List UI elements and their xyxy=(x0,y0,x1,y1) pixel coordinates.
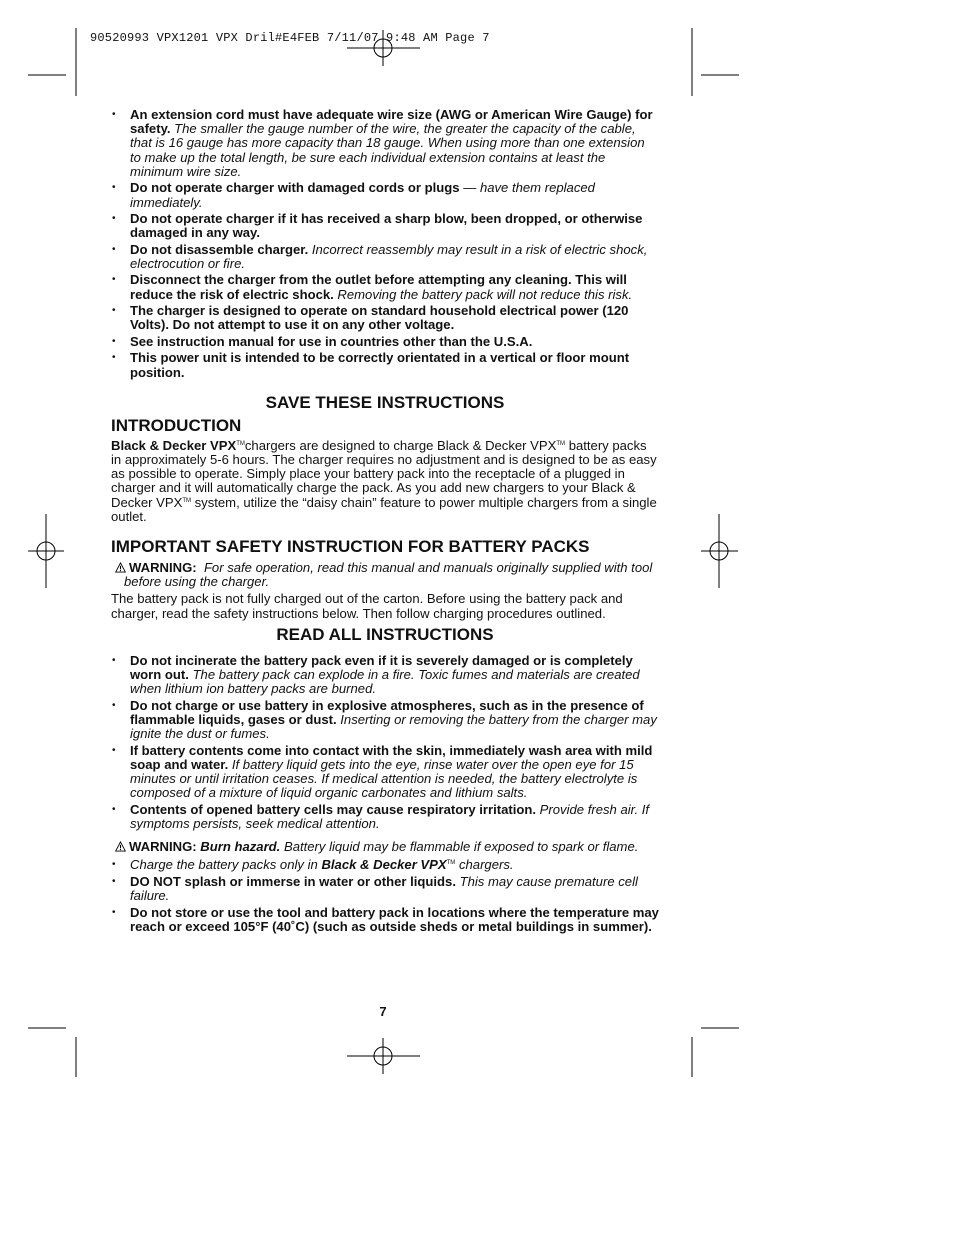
warning-text: Battery liquid may be flammable if exposed to spark or flame. xyxy=(283,839,639,855)
intro-text: battery packs in approximately 5-6 hours. The charger requires no adjustment and is designed to be as easy as possible to operate. Simply place your battery pack into the receptacle of a plugged in charger and it will automatically charge the pack. As you add new chargers to your Black & Decker VPX xyxy=(111,437,657,510)
item-bold-text: Do not disassemble charger. xyxy=(130,241,309,257)
registration-mark xyxy=(28,514,64,588)
intro-heading: INTRODUCTION xyxy=(111,415,242,435)
item-bold-text: DO NOT splash or immerse in water or other liquids. xyxy=(130,873,456,889)
warning-label: WARNING: xyxy=(129,839,197,855)
warning-2 xyxy=(111,840,659,854)
intro-brand: Black & Decker VPX xyxy=(111,437,237,453)
item-bold-text: An extension cord must have adequate wire size (AWG or American Wire Gauge) for safety. xyxy=(130,107,653,137)
warning-label: WARNING: xyxy=(129,559,197,575)
item-bold-text: Do not operate charger with damaged cords or plugs xyxy=(130,180,460,196)
trademark: TM xyxy=(556,440,566,447)
item-italic-text: The smaller the gauge number of the wire, the greater the capacity of the cable, that is 16 gauge has more capacity than 18 gauge. When using more than one extension to make up the total length, be sure each individual extension contains at least the minimum wire size. xyxy=(130,121,645,179)
page-number: 7 xyxy=(379,1004,387,1019)
intro-text: system, utilize the “daisy chain” feature to power multiple chargers from a single outlet. xyxy=(111,494,657,524)
item-bold-text: See instruction manual for use in countries other than the U.S.A. xyxy=(130,333,533,349)
list-item xyxy=(111,273,659,301)
item-bold-text: The charger is designed to operate on standard household electrical power (120 Volts). Do not attempt to use it on any other voltage. xyxy=(130,303,629,333)
storage-list xyxy=(111,875,659,934)
item-text: Charge the battery packs only in xyxy=(130,857,318,873)
warning-triangle-icon xyxy=(115,562,126,573)
item-bold-text: If battery contents come into contact with the skin, immediately wash area with mild soap and water. xyxy=(130,742,653,772)
list-item xyxy=(111,654,659,697)
list-item xyxy=(111,304,659,332)
battery-heading: IMPORTANT SAFETY INSTRUCTION FOR BATTERY PACKS xyxy=(111,536,590,556)
list-item xyxy=(111,212,659,240)
registration-mark xyxy=(701,514,738,588)
trademark: TM xyxy=(182,497,191,504)
warning-1 xyxy=(111,561,659,589)
list-item xyxy=(111,875,659,903)
list-item xyxy=(111,335,659,349)
warning-hazard: Burn hazard. xyxy=(200,839,281,855)
item-italic-text: The battery pack can explode in a fire. Toxic fumes and materials are created when lithium ion battery packs are burned. xyxy=(130,666,640,697)
charger-safety-list xyxy=(111,108,659,380)
item-bold-text: Do not charge or use battery in explosive atmospheres, such as in the presence of flammable liquids, gases or dust. xyxy=(130,697,644,727)
save-heading: SAVE THESE INSTRUCTIONS xyxy=(265,392,505,412)
list-item xyxy=(111,243,659,271)
item-brand: Black & Decker VPX xyxy=(321,857,447,873)
item-bold-text: Disconnect the charger from the outlet before attempting any cleaning. This will reduce the risk of electric shock. xyxy=(130,272,627,302)
warning-text: For safe operation, read this manual and manuals originally supplied with tool before using the charger. xyxy=(124,559,653,590)
list-item xyxy=(111,803,659,831)
item-italic-text: Removing the battery pack will not reduce this risk. xyxy=(337,286,633,302)
list-item xyxy=(111,181,659,209)
item-italic-text: This may cause premature cell failure. xyxy=(130,873,638,903)
item-bold-text: Do not store or use the tool and battery pack in locations where the temperature may reach or exceed 105°F (40˚C) (such as outside sheds or metal buildings in summer). xyxy=(130,904,659,934)
list-item xyxy=(111,108,659,179)
list-item xyxy=(111,699,659,742)
item-bold-text: Contents of opened battery cells may cause respiratory irritation. xyxy=(130,801,537,817)
item-italic-text: If battery liquid gets into the eye, rinse water over the open eye for 15 minutes or until irritation ceases. If medical attention is needed, the battery electrolyte is composed of a mixture of liquid organic carbonates and lithium salts. xyxy=(130,756,638,801)
read-heading: READ ALL INSTRUCTIONS xyxy=(276,624,494,644)
print-slug: 90520993 VPX1201 VPX Dril#E4FEB 7/11/07 9:48 AM Page 7 xyxy=(90,31,490,45)
item-text: chargers. xyxy=(458,857,514,873)
intro-text: chargers are designed to charge Black & Decker VPX xyxy=(244,437,557,453)
list-item xyxy=(111,744,659,801)
battery-safety-list xyxy=(111,654,659,831)
battery-paragraph: The battery pack is not fully charged out of the carton. Before using the battery pack and charger, read the safety instructions below. Then follow charging procedures outlined. xyxy=(111,591,623,621)
item-italic-text: — have them replaced immediately. xyxy=(130,180,595,210)
item-bold-text: Do not operate charger if it has received a sharp blow, been dropped, or otherwise damaged in any way. xyxy=(130,211,643,241)
item-italic-text: Inserting or removing the battery from the charger may ignite the dust or fumes. xyxy=(130,711,657,742)
item-bold-text: Do not incinerate the battery pack even if it is severely damaged or is completely worn out. xyxy=(130,652,633,682)
trademark: TM xyxy=(446,860,456,867)
item-italic-text: Provide fresh air. If symptoms persists, seek medical attention. xyxy=(130,801,650,831)
charge-list xyxy=(111,858,659,872)
trademark: TM xyxy=(236,440,245,447)
item-italic-text: Incorrect reassembly may result in a risk of electric shock, electrocution or fire. xyxy=(130,241,648,271)
list-item xyxy=(111,351,659,379)
warning-triangle-icon xyxy=(115,841,126,852)
text-column xyxy=(111,108,659,936)
registration-mark xyxy=(347,1038,420,1074)
list-item xyxy=(111,858,659,872)
intro-paragraph xyxy=(111,439,659,524)
list-item xyxy=(111,906,659,934)
item-bold-text: This power unit is intended to be correctly orientated in a vertical or floor mount position. xyxy=(130,350,630,380)
